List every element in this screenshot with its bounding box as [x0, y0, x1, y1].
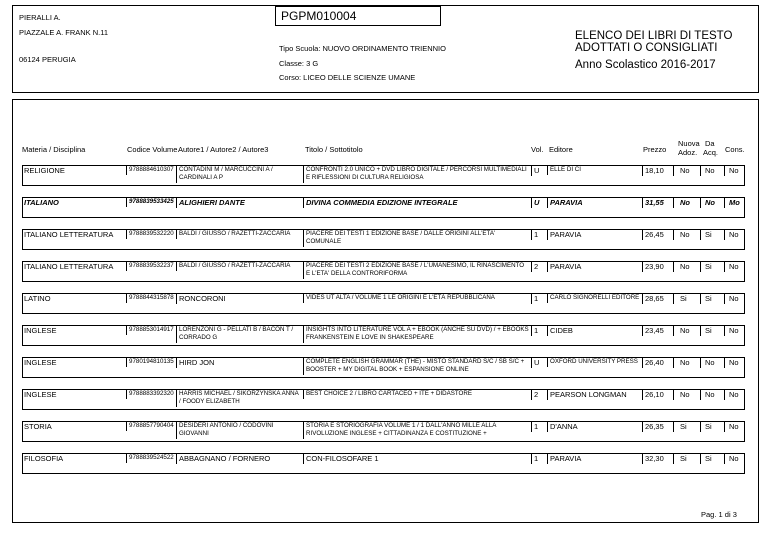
cell-da: No	[700, 389, 724, 400]
cell-da: No	[700, 357, 724, 368]
cell-vol: 1	[531, 325, 547, 336]
cell-cons: No	[724, 389, 745, 400]
cell-nuova: Si	[673, 421, 700, 432]
cell-materia: FILOSOFIA	[24, 454, 64, 463]
cell-materia: INGLESE	[24, 390, 57, 399]
col-editore: Editore	[549, 145, 573, 154]
cell-editore: D'ANNA	[547, 421, 642, 432]
cell-vol: U	[531, 357, 547, 368]
cell-cons: No	[724, 421, 745, 432]
cell-cons: No	[724, 453, 745, 464]
col-materia: Materia / Disciplina	[22, 145, 86, 154]
cell-editore: PEARSON LONGMAN	[547, 389, 642, 400]
cell-vol: U	[531, 197, 547, 208]
cell-da: Si	[700, 325, 724, 336]
cell-autori: ALIGHIERI DANTE	[176, 197, 303, 208]
cell-cons: No	[724, 293, 745, 304]
cell-nuova: Si	[673, 293, 700, 304]
cell-materia: ITALIANO	[24, 198, 59, 207]
cell-nuova: No	[673, 197, 700, 208]
cell-materia: ITALIANO LETTERATURA	[24, 262, 114, 271]
cell-titolo: BEST CHOICE 2 / LIBRO CARTACEO + ITE + DIDASTORE	[303, 389, 531, 399]
school-year: Anno Scolastico 2016-2017	[575, 59, 716, 71]
cell-nuova: No	[673, 165, 700, 176]
cell-autori: ABBAGNANO / FORNERO	[176, 453, 303, 464]
col-cons: Cons.	[725, 145, 745, 154]
cell-nuova: No	[673, 229, 700, 240]
col-autori: Autore1 / Autore2 / Autore3	[178, 145, 269, 154]
cell-editore: PARAVIA	[547, 453, 642, 464]
corso: Corso: LICEO DELLE SCIENZE UMANE	[279, 73, 416, 82]
cell-da: No	[700, 165, 724, 176]
cell-titolo: CON-FILOSOFARE 1	[303, 453, 531, 464]
school-address: PIAZZALE A. FRANK N.11	[19, 28, 109, 37]
cell-da: Si	[700, 453, 724, 464]
cell-cons: No	[724, 357, 745, 368]
cell-titolo: PIACERE DEI TESTI 2 EDIZIONE BASE / L'UMANESIMO, IL RINASCIMENTO E L'ETA' DELLA CONTRORIFORMA	[303, 261, 531, 279]
cell-prezzo: 31,55	[642, 197, 673, 208]
col-da-1: Da	[705, 139, 715, 148]
cell-codice: 9788839524522	[126, 453, 176, 463]
cell-editore: PARAVIA	[547, 229, 642, 240]
cell-titolo: STORIA E STORIOGRAFIA VOLUME 1 / 1 DALL'ANNO MILLE ALLA RIVOLUZIONE INGLESE + CITTADINANZA E COSTITUZIONE +	[303, 421, 531, 439]
school-code: PGPM010004	[281, 9, 357, 23]
cell-codice: 9788844315878	[126, 293, 176, 303]
cell-vol: 1	[531, 421, 547, 432]
cell-codice: 9788884610307	[126, 165, 176, 175]
classe: Classe: 3 G	[279, 59, 319, 68]
cell-da: Si	[700, 229, 724, 240]
cell-da: No	[700, 197, 724, 208]
cell-codice: 9788883392320	[126, 389, 176, 399]
cell-materia: RELIGIONE	[24, 166, 65, 175]
cell-autori: CONTADINI M / MARCUCCINI A / CARDINALI A P	[176, 165, 303, 183]
cell-materia: STORIA	[24, 422, 52, 431]
cell-cons: Mo	[724, 197, 745, 208]
cell-prezzo: 28,65	[642, 293, 673, 304]
cell-editore: CIDEB	[547, 325, 642, 336]
cell-codice: 9788853014917	[126, 325, 176, 335]
cell-prezzo: 26,45	[642, 229, 673, 240]
doc-title-line1: ELENCO DEI LIBRI DI TESTO	[575, 30, 733, 42]
school-name: PIERALLI A.	[19, 13, 61, 22]
cell-autori: HIRD JON	[176, 357, 303, 368]
cell-autori: BALDI / GIUSSO / RAZETTI-ZACCARIA	[176, 229, 303, 239]
cell-titolo: VIDES UT ALTA / VOLUME 1 LE ORIGINI E L'ETÀ REPUBBLICANA	[303, 293, 531, 303]
cell-cons: No	[724, 165, 745, 176]
cell-codice: 9788839532237	[126, 261, 176, 271]
col-nuova-1: Nuova	[678, 139, 700, 148]
cell-autori: HARRIS MICHAEL / SIKORZYNSKA ANNA / FOODY ELIZABETH	[176, 389, 303, 407]
cell-autori: LORENZONI G - PELLATI B / BACON T / CORRADO G	[176, 325, 303, 343]
col-codice: Codice Volume	[127, 145, 178, 154]
cell-nuova: No	[673, 357, 700, 368]
cell-editore: PARAVIA	[547, 197, 642, 208]
cell-autori: RONCORONI	[176, 293, 303, 304]
cell-autori: BALDI / GIUSSO / RAZETTI-ZACCARIA	[176, 261, 303, 271]
cell-titolo: PIACERE DEI TESTI 1 EDIZIONE BASE / DALLE ORIGINI ALL'ETA' COMUNALE	[303, 229, 531, 247]
cell-nuova: No	[673, 325, 700, 336]
cell-codice: 9788839533425	[126, 197, 176, 207]
cell-cons: No	[724, 261, 745, 272]
cell-prezzo: 18,10	[642, 165, 673, 176]
cell-autori: DESIDERI ANTONIO / CODOVINI GIOVANNI	[176, 421, 303, 439]
cell-nuova: No	[673, 389, 700, 400]
cell-prezzo: 26,10	[642, 389, 673, 400]
cell-prezzo: 32,30	[642, 453, 673, 464]
cell-editore: OXFORD UNIVERSITY PRESS	[547, 357, 642, 367]
cell-vol: 1	[531, 453, 547, 464]
col-nuova-2: Adoz.	[678, 148, 698, 157]
cell-codice: 9788839532220	[126, 229, 176, 239]
cell-vol: 2	[531, 261, 547, 272]
cell-cons: No	[724, 229, 745, 240]
cell-editore: PARAVIA	[547, 261, 642, 272]
cell-codice: 9780194810135	[126, 357, 176, 367]
cell-vol: 1	[531, 229, 547, 240]
cell-da: Si	[700, 421, 724, 432]
col-vol: Vol.	[531, 145, 544, 154]
cell-materia: LATINO	[24, 294, 51, 303]
cell-editore: CARLO SIGNORELLI EDITORE	[547, 293, 642, 303]
cell-titolo: CONFRONTI 2.0 UNICO + DVD LIBRO DIGITALE / PERCORSI MULTIMEDIALI E RIFLESSIONI DI CULTURA RELIGIOSA	[303, 165, 531, 183]
tipo-scuola: Tipo Scuola: NUOVO ORDINAMENTO TRIENNIO	[279, 44, 446, 53]
cell-da: Si	[700, 293, 724, 304]
cell-codice: 9788857790404	[126, 421, 176, 431]
cell-prezzo: 26,35	[642, 421, 673, 432]
cell-prezzo: 23,45	[642, 325, 673, 336]
col-prezzo: Prezzo	[643, 145, 667, 154]
school-city: 06124 PERUGIA	[19, 55, 76, 64]
doc-title-line2: ADOTTATI O CONSIGLIATI	[575, 42, 718, 54]
col-da-2: Acq.	[703, 148, 719, 157]
page-number: Pag. 1 di 3	[701, 510, 737, 519]
cell-nuova: Si	[673, 453, 700, 464]
col-titolo: Titolo / Sottotitolo	[305, 145, 363, 154]
cell-prezzo: 23,90	[642, 261, 673, 272]
cell-titolo: INSIGHTS INTO LITERATURE VOL A + EBOOK (ANCHE SU DVD) / + EBOOKS FRANKENSTEIN E LOVE IN SHAKESPEARE	[303, 325, 531, 343]
cell-da: Si	[700, 261, 724, 272]
cell-titolo: DIVINA COMMEDIA EDIZIONE INTEGRALE	[303, 197, 531, 208]
cell-titolo: COMPLETE ENGLISH GRAMMAR (THE) - MISTO STANDARD S/C / SB S/C + BOOSTER + MY DIGITAL BOOK + ESPANSIONE ONLINE	[303, 357, 531, 375]
cell-vol: 2	[531, 389, 547, 400]
cell-materia: INGLESE	[24, 358, 57, 367]
cell-vol: 1	[531, 293, 547, 304]
cell-vol: U	[531, 165, 547, 176]
cell-editore: ELLE DI CI	[547, 165, 642, 175]
cell-prezzo: 26,40	[642, 357, 673, 368]
cell-materia: INGLESE	[24, 326, 57, 335]
cell-materia: ITALIANO LETTERATURA	[24, 230, 114, 239]
cell-cons: No	[724, 325, 745, 336]
cell-nuova: No	[673, 261, 700, 272]
